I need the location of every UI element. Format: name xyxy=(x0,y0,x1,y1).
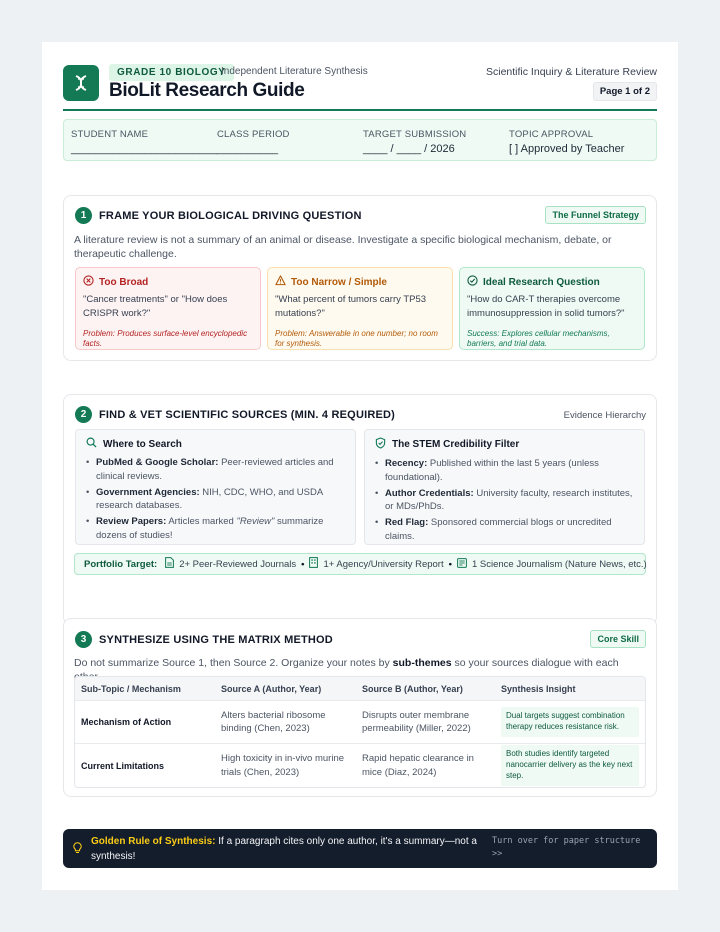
separator-dot: • xyxy=(448,558,452,570)
section-find-sources xyxy=(63,394,657,625)
table-cell: Current Limitations xyxy=(81,760,165,771)
course-name: Scientific Inquiry & Literature Review xyxy=(486,66,657,78)
golden-rule-text: Golden Rule of Synthesis: If a paragraph cites only one author, it's a summary—not a synthesis! xyxy=(91,836,477,862)
student-name-label: STUDENT NAME xyxy=(71,129,149,140)
section-number: 1 xyxy=(75,207,92,224)
target-submission-label: TARGET SUBMISSION xyxy=(363,129,467,140)
synthesis-insight: Dual targets suggest combination therapy reduces resistance risk. xyxy=(501,707,639,737)
header-divider xyxy=(63,109,657,111)
table-cell: Alters bacterial ribosome binding (Chen, 2023) xyxy=(221,709,326,734)
portfolio-item: 1 Science Journalism (Nature News, etc.) xyxy=(471,558,647,570)
card-title: Too Broad xyxy=(99,276,149,288)
portfolio-label: Portfolio Target: xyxy=(84,558,158,570)
card-title: Too Narrow / Simple xyxy=(291,276,387,288)
student-name-value: ________________________ xyxy=(71,143,218,155)
list-item: • PubMed & Google Scholar: Peer-reviewed articles and clinical reviews. xyxy=(86,456,345,484)
card-title: Ideal Research Question xyxy=(483,276,600,288)
card-note: Success: Explores cellular mechanisms, barriers, and trial data. xyxy=(467,328,610,349)
separator-dot: • xyxy=(301,558,305,570)
target-submission-field[interactable] xyxy=(363,129,466,155)
table-cell: High toxicity in in-vivo murine trials (Chen, 2023) xyxy=(221,753,345,778)
card-note: Problem: Produces surface-level encyclopedic facts. xyxy=(83,328,248,349)
section-tag: Evidence Hierarchy xyxy=(563,410,646,421)
section-number: 2 xyxy=(75,406,92,423)
section-driving-question xyxy=(63,195,657,361)
section-intro: Do not summarize Source 1, then Source 2. Organize your notes by sub-themes so your sources dialogue with each xyxy=(74,657,619,669)
warning-icon xyxy=(275,275,286,289)
list-item: • Author Credentials: University faculty, research institutes, or MDs/PhDs. xyxy=(375,487,634,515)
column-header: Source A (Author, Year) xyxy=(221,683,322,694)
panel-title: The STEM Credibility Filter xyxy=(392,439,520,450)
section-synthesize xyxy=(63,618,657,797)
document-icon xyxy=(165,557,174,571)
x-circle-icon xyxy=(83,275,94,289)
lightbulb-icon xyxy=(73,841,82,859)
worksheet-page xyxy=(42,42,678,890)
where-to-search-panel xyxy=(75,429,356,545)
check-circle-icon xyxy=(467,275,478,289)
dna-icon xyxy=(63,65,99,101)
panel-title: Where to Search xyxy=(103,438,182,450)
table-header-row xyxy=(75,677,645,701)
list-item: • Review Papers: Articles marked "Review" summarize dozens of studies! xyxy=(86,515,345,543)
column-header: Synthesis Insight xyxy=(501,683,576,694)
student-info-strip xyxy=(63,119,657,161)
topic-approval-label: TOPIC APPROVAL xyxy=(509,129,594,140)
list-item: • Red Flag: Sponsored commercial blogs or uncredited claims. xyxy=(375,516,634,544)
section-number: 3 xyxy=(75,631,92,648)
card-example: "How do CAR-T therapies overcome immunosuppression in solid tumors?" xyxy=(467,294,625,319)
section-title: FIND & VET SCIENTIFIC SOURCES (MIN. 4 REQUIRED) xyxy=(99,409,396,421)
column-header: Source B (Author, Year) xyxy=(362,683,463,694)
credibility-filter-panel xyxy=(364,429,645,545)
class-period-label: CLASS PERIOD xyxy=(217,129,290,140)
table-cell xyxy=(495,745,645,785)
synthesis-insight: Both studies identify targeted nanocarrier delivery as the key next step. xyxy=(501,745,639,785)
newspaper-icon xyxy=(457,558,467,571)
table-cell xyxy=(495,707,645,737)
shield-check-icon xyxy=(375,437,386,452)
list-item: • Recency: Published within the last 5 years (unless foundational). xyxy=(375,457,634,485)
card-too-broad xyxy=(75,267,261,350)
table-cell: Mechanism of Action xyxy=(81,717,172,727)
table-row xyxy=(75,744,645,787)
target-submission-value: ____ / ____ / 2026 xyxy=(363,143,455,155)
topic-approval-field[interactable] xyxy=(509,129,624,155)
table-cell: Disrupts outer membrane permeability (Miller, 2022) xyxy=(362,709,471,734)
section-title: SYNTHESIZE USING THE MATRIX METHOD xyxy=(99,634,333,646)
search-icon xyxy=(86,437,97,451)
section-intro: A literature review is not a summary of an animal or disease. Investigate a specific biological mechanism, debate, or therapeutic challenge. xyxy=(74,234,612,261)
card-example: "Cancer treatments" or "How does CRISPR work?" xyxy=(83,294,228,319)
card-too-narrow xyxy=(267,267,453,350)
header-subtitle: Independent Literature Synthesis xyxy=(221,66,368,77)
column-header: Sub-Topic / Mechanism xyxy=(81,683,181,694)
page-title: BioLit Research Guide xyxy=(109,80,305,101)
grade-badge: GRADE 10 BIOLOGY xyxy=(109,64,234,81)
turn-over-note: Turn over for paper structure >> xyxy=(492,836,641,860)
building-icon xyxy=(309,557,318,571)
table-cell: Rapid hepatic clearance in mice (Diaz, 2024) xyxy=(362,753,474,778)
card-note: Problem: Answerable in one number; no room for synthesis. xyxy=(275,328,438,349)
portfolio-item: 1+ Agency/University Report xyxy=(323,558,444,570)
card-example: "What percent of tumors carry TP53 mutations?" xyxy=(275,294,427,319)
section-title: FRAME YOUR BIOLOGICAL DRIVING QUESTION xyxy=(99,210,362,222)
header xyxy=(63,65,657,111)
section-tag: Core Skill xyxy=(590,630,646,648)
section-tag: The Funnel Strategy xyxy=(545,206,646,224)
table-row xyxy=(75,701,645,744)
page-number-badge: Page 1 of 2 xyxy=(593,82,657,101)
class-period-field[interactable] xyxy=(217,129,290,155)
portfolio-target-bar xyxy=(74,553,646,575)
student-name-field[interactable] xyxy=(71,129,218,155)
topic-approval-checkbox[interactable]: [ ] Approved by Teacher xyxy=(509,143,625,155)
list-item: • Government Agencies: NIH, CDC, WHO, and USDA research databases. xyxy=(86,486,345,514)
synthesis-matrix-table xyxy=(74,676,646,788)
class-period-value: __________ xyxy=(217,143,279,155)
golden-rule-banner xyxy=(63,829,657,868)
card-ideal-question xyxy=(459,267,645,350)
portfolio-item: 2+ Peer-Reviewed Journals xyxy=(179,558,297,570)
